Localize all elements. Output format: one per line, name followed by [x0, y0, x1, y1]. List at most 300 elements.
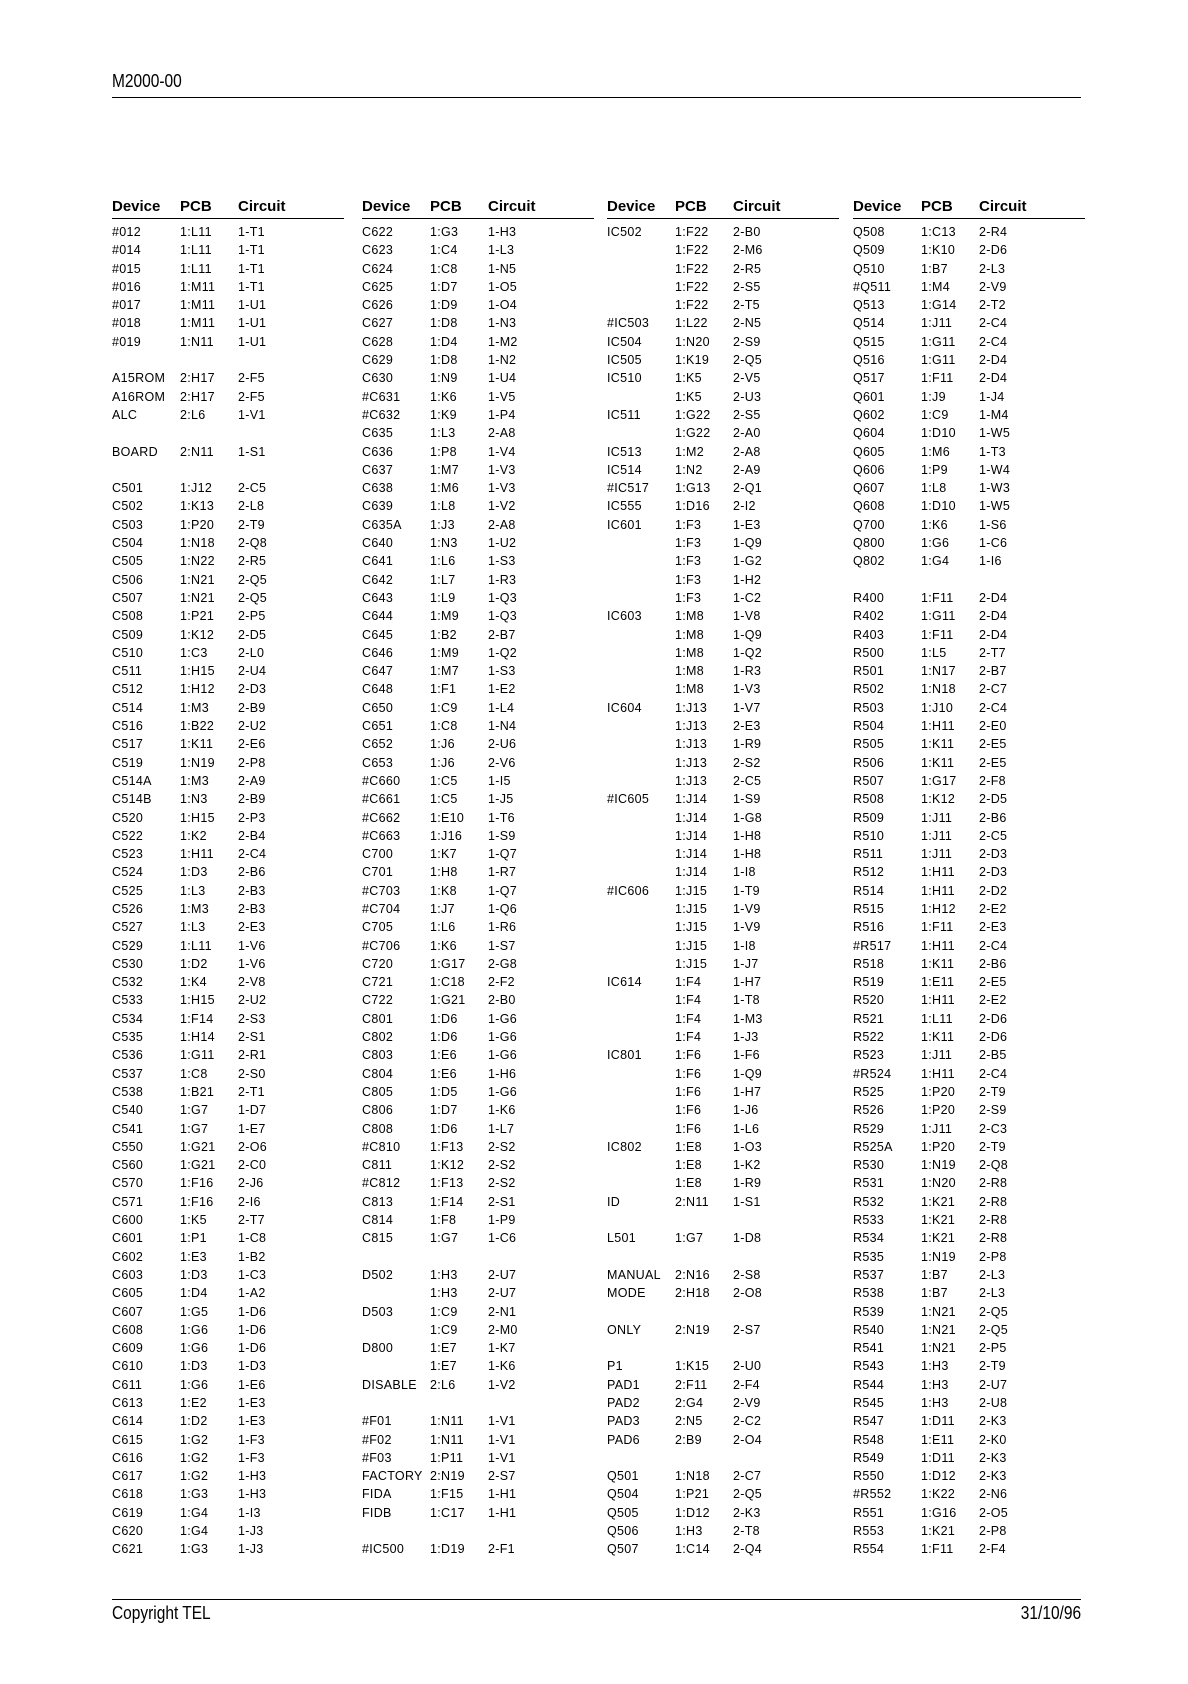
circuit-cell: 2-R8	[979, 1176, 1008, 1191]
table-row	[362, 864, 594, 882]
device-cell: C503	[112, 517, 144, 532]
table-row	[607, 1139, 839, 1157]
circuit-cell: 1-V1	[488, 1414, 516, 1429]
circuit-cell: 2-R8	[979, 1213, 1008, 1228]
pcb-cell: 1:D11	[921, 1450, 955, 1465]
table-row	[853, 1432, 1085, 1450]
circuit-cell: 1-E2	[488, 682, 516, 697]
device-cell: R515	[853, 901, 885, 916]
table-row	[112, 1468, 344, 1486]
circuit-cell: 2-C4	[979, 1066, 1008, 1081]
table-row	[853, 681, 1085, 699]
table-row	[607, 1486, 839, 1504]
pcb-cell: 1:D6	[430, 1121, 458, 1136]
device-cell: C626	[362, 298, 394, 313]
circuit-cell: 1-T8	[733, 993, 760, 1008]
pcb-cell: 1:H3	[430, 1286, 458, 1301]
device-cell: C618	[112, 1487, 144, 1502]
table-row	[362, 1450, 594, 1468]
device-cell: D800	[362, 1341, 394, 1356]
header-pcb: PCB	[675, 198, 707, 215]
device-cell: Q608	[853, 499, 885, 514]
pcb-cell: 1:N18	[675, 1469, 710, 1484]
device-cell: R525	[853, 1084, 885, 1099]
device-cell: R541	[853, 1341, 885, 1356]
circuit-cell: 1-Q7	[488, 883, 517, 898]
device-cell: Q501	[607, 1469, 639, 1484]
pcb-cell: 1:D9	[430, 298, 458, 313]
pcb-cell: 1:E8	[675, 1158, 702, 1173]
pcb-cell: 1:J13	[675, 719, 708, 734]
circuit-cell: 1-S1	[733, 1194, 761, 1209]
circuit-cell: 1-V3	[733, 682, 761, 697]
circuit-cell: 1-M2	[488, 334, 518, 349]
circuit-cell: 1-L4	[488, 700, 515, 715]
table-row	[607, 1413, 839, 1431]
device-cell: #R517	[853, 938, 892, 953]
table-row	[853, 755, 1085, 773]
pcb-cell: 1:D2	[180, 956, 208, 971]
pcb-cell: 1:M8	[675, 682, 704, 697]
circuit-cell: 1-K2	[733, 1158, 761, 1173]
table-row	[362, 736, 594, 754]
table-row	[607, 444, 839, 462]
header-device: Device	[607, 198, 656, 215]
pcb-cell: 1:F4	[675, 1030, 702, 1045]
device-cell: DISABLE	[362, 1377, 417, 1392]
pcb-cell: 1:K11	[921, 755, 955, 770]
pcb-cell: 1:K11	[921, 956, 955, 971]
table-row	[853, 846, 1085, 864]
pcb-cell: 1:H11	[921, 883, 955, 898]
pcb-cell: 1:B22	[180, 719, 215, 734]
pcb-cell: 1:K10	[921, 243, 956, 258]
device-cell: C720	[362, 956, 394, 971]
device-cell: C647	[362, 664, 394, 679]
device-cell: R506	[853, 755, 885, 770]
pcb-cell: 1:L6	[430, 554, 456, 569]
table-row	[112, 1175, 344, 1193]
pcb-cell: 1:K22	[921, 1487, 956, 1502]
circuit-cell: 1-U1	[238, 334, 267, 349]
table-row	[853, 1541, 1085, 1559]
pcb-cell: 1:E11	[921, 1432, 955, 1447]
table-row	[853, 370, 1085, 388]
table-row	[112, 883, 344, 901]
pcb-cell: 1:N11	[180, 334, 214, 349]
table-row	[362, 1432, 594, 1450]
device-cell: C628	[362, 334, 394, 349]
pcb-cell: 1:D10	[921, 499, 956, 514]
pcb-cell: 1:M11	[180, 298, 216, 313]
circuit-cell: 1-V8	[733, 609, 761, 624]
table-row	[853, 1212, 1085, 1230]
device-cell: R505	[853, 737, 885, 752]
pcb-cell: 1:G2	[180, 1450, 209, 1465]
pcb-cell: 1:F3	[675, 517, 702, 532]
circuit-cell: 1-H2	[733, 572, 762, 587]
table-row	[607, 810, 839, 828]
pcb-cell: 1:F16	[180, 1194, 214, 1209]
pcb-cell: 1:F13	[430, 1176, 464, 1191]
device-cell: C701	[362, 865, 394, 880]
circuit-cell: 2-L3	[979, 261, 1006, 276]
circuit-cell: 1-Q9	[733, 536, 762, 551]
circuit-cell: 2-C4	[238, 847, 267, 862]
device-cell: FACTORY	[362, 1469, 423, 1484]
pcb-cell: 1:B21	[180, 1084, 215, 1099]
device-cell: C607	[112, 1304, 144, 1319]
pcb-cell: 1:D4	[180, 1286, 208, 1301]
pcb-cell: 1:N20	[675, 334, 710, 349]
circuit-cell: 1-H8	[733, 847, 762, 862]
table-row	[112, 938, 344, 956]
device-cell: R521	[853, 1011, 885, 1026]
pcb-cell: 1:H15	[180, 664, 215, 679]
device-cell: R508	[853, 792, 885, 807]
circuit-cell: 2-D5	[979, 792, 1008, 807]
pcb-cell: 1:F3	[675, 554, 702, 569]
table-row	[853, 1377, 1085, 1395]
device-cell: D503	[362, 1304, 394, 1319]
circuit-cell: 2-T7	[238, 1213, 265, 1228]
circuit-cell: 1-C3	[238, 1267, 267, 1282]
pcb-cell: 1:L11	[180, 225, 212, 239]
table-row	[607, 535, 839, 553]
circuit-cell: 1-F6	[733, 1048, 760, 1063]
table-row	[853, 1267, 1085, 1285]
header-device: Device	[362, 198, 411, 215]
table-row	[112, 1139, 344, 1157]
pcb-cell: 1:L11	[921, 1011, 953, 1026]
table-row	[607, 389, 839, 407]
pcb-cell: 1:F22	[675, 261, 709, 276]
pcb-cell: 1:H8	[430, 865, 458, 880]
pcb-cell: 1:H11	[921, 993, 955, 1008]
table-row	[853, 1102, 1085, 1120]
pcb-cell: 1:G11	[921, 609, 956, 624]
pcb-cell: 1:J14	[675, 847, 708, 862]
pcb-cell: 1:N3	[180, 792, 208, 807]
table-row	[853, 517, 1085, 535]
pcb-cell: 1:M2	[675, 444, 704, 459]
pcb-cell: 1:F11	[921, 1542, 954, 1557]
table-row	[607, 718, 839, 736]
pcb-cell: 1:K21	[921, 1231, 956, 1246]
device-cell: C550	[112, 1139, 144, 1154]
table-row	[607, 1011, 839, 1029]
circuit-cell: 2-E5	[979, 737, 1007, 752]
table-row	[362, 261, 594, 279]
pcb-cell: 1:K4	[180, 975, 207, 990]
table-row	[607, 1468, 839, 1486]
device-cell: R526	[853, 1103, 885, 1118]
pcb-cell: 1:N21	[180, 572, 215, 587]
circuit-cell: 1-Q9	[733, 1066, 762, 1081]
circuit-cell: 1-O4	[488, 298, 517, 313]
pcb-cell: 1:H11	[921, 1066, 955, 1081]
circuit-cell: 1-U2	[488, 536, 517, 551]
pcb-cell: 1:F6	[675, 1084, 702, 1099]
table-row	[853, 1468, 1085, 1486]
device-cell: C645	[362, 627, 394, 642]
pcb-cell: 1:F8	[430, 1213, 457, 1228]
pcb-cell: 1:B7	[921, 1267, 948, 1282]
circuit-cell: 2-L8	[238, 499, 265, 514]
table-row	[362, 462, 594, 480]
pcb-cell: 1:L11	[180, 938, 212, 953]
pcb-cell: 1:F6	[675, 1103, 702, 1118]
device-cell: IC513	[607, 444, 642, 459]
pcb-cell: 1:K11	[921, 1030, 955, 1045]
table-row	[607, 791, 839, 809]
circuit-cell: 2-E5	[979, 975, 1007, 990]
circuit-cell: 2-P5	[979, 1341, 1007, 1356]
table-row	[112, 755, 344, 773]
pcb-cell: 1:J11	[921, 1048, 953, 1063]
table-row	[112, 992, 344, 1010]
circuit-cell: 2-T9	[979, 1084, 1006, 1099]
device-cell: #F02	[362, 1432, 392, 1447]
row-spacer	[362, 1523, 594, 1541]
table-row	[112, 1432, 344, 1450]
pcb-cell: 1:H3	[921, 1359, 949, 1374]
device-cell: #F03	[362, 1450, 392, 1465]
table-row	[607, 553, 839, 571]
circuit-cell: 1-V1	[488, 1450, 516, 1465]
device-cell: C507	[112, 590, 144, 605]
pcb-cell: 1:L11	[180, 261, 212, 276]
pcb-cell: 1:K11	[921, 737, 955, 752]
header-pcb: PCB	[921, 198, 953, 215]
circuit-cell: 1-S3	[488, 664, 516, 679]
device-cell: C523	[112, 847, 144, 862]
device-cell: #018	[112, 316, 142, 331]
device-cell: C537	[112, 1066, 144, 1081]
table-row	[607, 370, 839, 388]
pcb-cell: 1:C3	[180, 645, 208, 660]
circuit-cell: 1-S9	[733, 792, 761, 807]
table-row	[112, 389, 344, 407]
device-cell: C621	[112, 1542, 144, 1557]
device-cell: C504	[112, 536, 144, 551]
table-row	[853, 1121, 1085, 1139]
pcb-cell: 1:F22	[675, 243, 709, 258]
device-cell: Q700	[853, 517, 885, 532]
table-row	[607, 1322, 839, 1340]
pcb-cell: 1:F15	[430, 1487, 464, 1502]
table-row	[362, 883, 594, 901]
pcb-cell: 1:K6	[430, 938, 457, 953]
device-cell: MODE	[607, 1286, 646, 1301]
device-cell: R554	[853, 1542, 885, 1557]
table-row	[853, 261, 1085, 279]
circuit-cell: 2-N1	[488, 1304, 517, 1319]
circuit-cell: 1-H7	[733, 1084, 762, 1099]
circuit-cell: 2-P3	[238, 810, 266, 825]
table-row	[607, 919, 839, 937]
device-cell: C617	[112, 1469, 144, 1484]
table-row	[853, 297, 1085, 315]
device-cell: #016	[112, 279, 142, 294]
table-row	[362, 1175, 594, 1193]
device-cell: C520	[112, 810, 144, 825]
circuit-cell: 2-M6	[733, 243, 763, 258]
table-row	[853, 1304, 1085, 1322]
pcb-cell: 1:J9	[921, 389, 946, 404]
circuit-cell: 2-S2	[488, 1176, 516, 1191]
table-row	[112, 1486, 344, 1504]
table-row	[362, 608, 594, 626]
pcb-cell: 1:G7	[430, 1231, 459, 1246]
table-row	[112, 919, 344, 937]
device-cell: R519	[853, 975, 885, 990]
table-row	[362, 1486, 594, 1504]
circuit-cell: 1-G6	[488, 1030, 517, 1045]
device-cell: R504	[853, 719, 885, 734]
circuit-cell: 2-K0	[979, 1432, 1007, 1447]
circuit-cell: 2-O5	[979, 1505, 1008, 1520]
circuit-cell: 2-B9	[238, 700, 266, 715]
pcb-cell: 1:H14	[180, 1030, 215, 1045]
pcb-cell: 1:D5	[430, 1084, 458, 1099]
pcb-cell: 1:J11	[921, 847, 953, 862]
device-cell: Q601	[853, 389, 885, 404]
table-row	[853, 974, 1085, 992]
table-row	[362, 370, 594, 388]
device-cell: C623	[362, 243, 394, 258]
table-row	[112, 279, 344, 297]
circuit-cell: 1-W3	[979, 481, 1011, 496]
device-cell: C802	[362, 1030, 394, 1045]
table-row	[362, 901, 594, 919]
circuit-cell: 2-R4	[979, 225, 1008, 239]
table-row	[362, 425, 594, 443]
circuit-cell: 1-G6	[488, 1011, 517, 1026]
table-row	[853, 700, 1085, 718]
pcb-cell: 1:G7	[675, 1231, 704, 1246]
device-cell: C648	[362, 682, 394, 697]
pcb-cell: 1:N2	[675, 462, 703, 477]
pcb-cell: 1:C8	[430, 719, 458, 734]
table-row	[362, 700, 594, 718]
circuit-cell: 1-D7	[238, 1103, 267, 1118]
device-cell: C641	[362, 554, 394, 569]
table-row	[607, 700, 839, 718]
table-row	[853, 1139, 1085, 1157]
circuit-cell: 2-C5	[979, 828, 1008, 843]
table-row	[607, 608, 839, 626]
pcb-cell: 1:B7	[921, 261, 948, 276]
pcb-cell: 1:J15	[675, 920, 708, 935]
circuit-cell: 2-D4	[979, 353, 1008, 368]
device-cell: R535	[853, 1249, 885, 1264]
device-cell: C514	[112, 700, 144, 715]
device-cell: R547	[853, 1414, 885, 1429]
index-column-2	[362, 196, 594, 1560]
header-device: Device	[112, 198, 161, 215]
circuit-cell: 2-F5	[238, 371, 265, 386]
pcb-cell: 1:J11	[921, 810, 953, 825]
circuit-cell: 1-H7	[733, 975, 762, 990]
device-cell: #C812	[362, 1176, 401, 1191]
device-cell: Q506	[607, 1524, 639, 1539]
table-row	[112, 901, 344, 919]
device-cell: R516	[853, 920, 885, 935]
circuit-cell: 1-Q2	[733, 645, 762, 660]
pcb-cell: 1:M7	[430, 664, 459, 679]
pcb-cell: 1:J6	[430, 737, 455, 752]
pcb-cell: 1:K12	[921, 792, 956, 807]
device-cell: C619	[112, 1505, 144, 1520]
device-cell: IC601	[607, 517, 642, 532]
device-cell: R532	[853, 1194, 885, 1209]
device-cell: C635	[362, 426, 394, 441]
header-circuit: Circuit	[733, 198, 781, 215]
device-cell: Q508	[853, 225, 885, 239]
pcb-cell: 1:C14	[675, 1542, 710, 1557]
circuit-cell: 1-J6	[733, 1103, 759, 1118]
pcb-cell: 1:F22	[675, 279, 709, 294]
table-row	[112, 315, 344, 333]
circuit-cell: 2-B7	[979, 664, 1007, 679]
pcb-cell: 1:M9	[430, 645, 459, 660]
device-cell: #C632	[362, 407, 401, 422]
table-row	[607, 1175, 839, 1193]
table-row	[362, 590, 594, 608]
circuit-cell: 1-U1	[238, 298, 267, 313]
pcb-cell: 1:J15	[675, 956, 708, 971]
circuit-cell: 1-D6	[238, 1304, 267, 1319]
circuit-cell: 2-D4	[979, 627, 1008, 642]
pcb-cell: 1:G4	[921, 554, 950, 569]
table-row	[853, 1285, 1085, 1303]
pcb-cell: 1:P20	[921, 1084, 956, 1099]
table-row	[607, 1194, 839, 1212]
pcb-cell: 1:J12	[180, 481, 213, 496]
circuit-cell: 1-R6	[488, 920, 517, 935]
device-cell: C526	[112, 901, 144, 916]
circuit-cell: 2-V5	[733, 371, 761, 386]
device-cell: Q607	[853, 481, 885, 496]
row-spacer	[607, 1212, 839, 1230]
device-cell: C509	[112, 627, 144, 642]
device-cell: R509	[853, 810, 885, 825]
pcb-cell: 1:P11	[430, 1450, 464, 1465]
pcb-cell: 1:F11	[921, 371, 954, 386]
pcb-cell: 1:P1	[180, 1231, 207, 1246]
pcb-cell: 1:L7	[430, 572, 456, 587]
circuit-cell: 1-U1	[238, 316, 267, 331]
circuit-cell: 1-R9	[733, 1176, 762, 1191]
device-cell: R529	[853, 1121, 885, 1136]
pcb-cell: 1:C4	[430, 243, 458, 258]
circuit-cell: 2-C4	[979, 938, 1008, 953]
circuit-cell: 2-G8	[488, 956, 517, 971]
pcb-cell: 1:D3	[180, 1359, 208, 1374]
table-row	[853, 883, 1085, 901]
pcb-cell: 1:G2	[180, 1432, 209, 1447]
device-cell: C625	[362, 279, 394, 294]
pcb-cell: 2:L6	[430, 1377, 456, 1392]
circuit-cell: 2-T2	[979, 298, 1006, 313]
table-row	[607, 755, 839, 773]
device-cell: Q605	[853, 444, 885, 459]
device-cell: C638	[362, 481, 394, 496]
pcb-cell: 1:J16	[430, 828, 463, 843]
table-row	[607, 334, 839, 352]
device-cell: C650	[362, 700, 394, 715]
